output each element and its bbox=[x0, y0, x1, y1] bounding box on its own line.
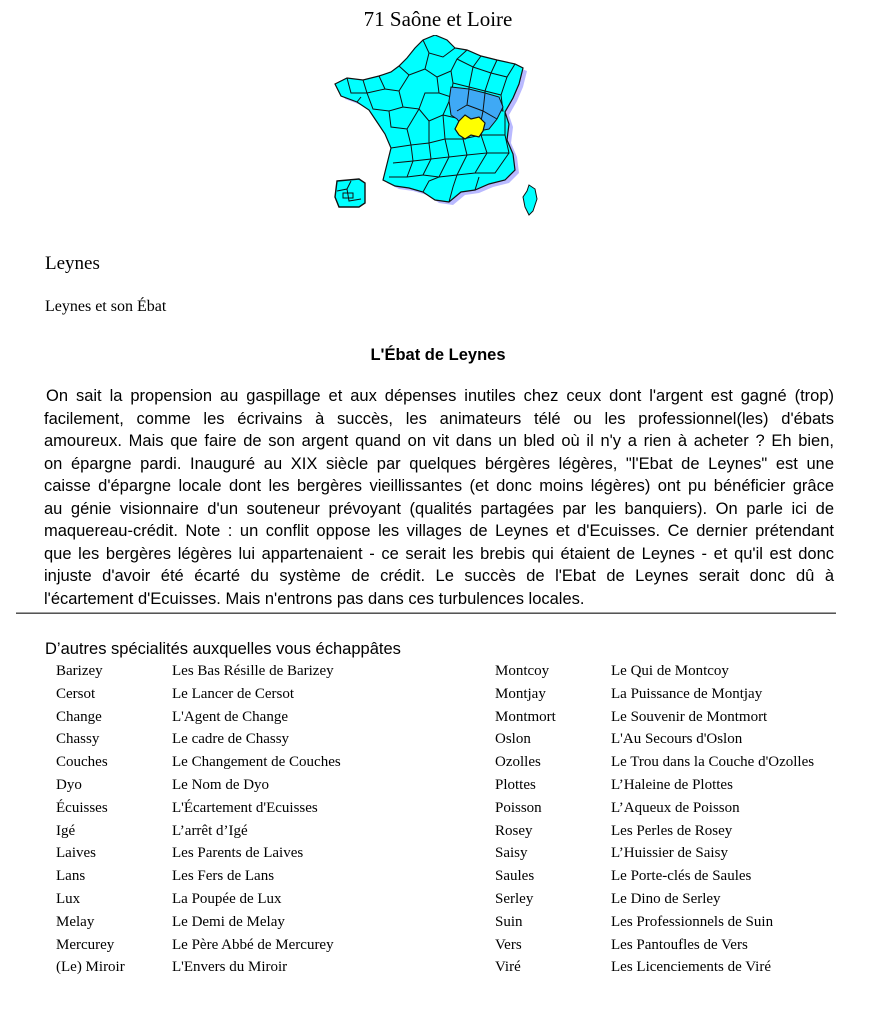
place-name: Plottes bbox=[495, 776, 536, 793]
place-name: Laives bbox=[56, 845, 96, 862]
specialty-name: Le Dino de Serley bbox=[611, 890, 721, 907]
specialty-name: Le Porte-clés de Saules bbox=[611, 868, 752, 885]
article-line: on épargne pardi. Inauguré au XIX siècle par quelques bérgères légères, "l'Ebat de Leynes" est une bbox=[44, 454, 834, 473]
specialty-name: L’Haleine de Plottes bbox=[611, 776, 733, 793]
specialties-heading: D’autres spécialités auxquelles vous échappâtes bbox=[45, 640, 401, 658]
article-line: injuste d'avoir été écarté du système de crédit. Le succès de l'Ebat de Leynes serait donc dû à bbox=[44, 567, 834, 585]
article-line: facilement, comme les écrivains à succès, les animateurs télé ou les professionnel(les) d'ébats bbox=[44, 409, 834, 428]
place-name: Ozolles bbox=[495, 754, 541, 771]
specialty-name: Les Bas Résille de Barizey bbox=[172, 663, 334, 679]
place-name: Barizey bbox=[56, 663, 103, 679]
article-title: L'Ébat de Leynes bbox=[370, 346, 506, 364]
place-name: Vers bbox=[495, 936, 522, 953]
article-line: l'écartement d'Ecuisses. Mais n'entrons pas dans ces turbulences locales. bbox=[44, 589, 585, 608]
article-line: On sait la propension au gaspillage et aux dépenses inutiles chez ceux dont l'argent est gagné (trop) bbox=[46, 387, 834, 405]
place-name: Suin bbox=[495, 913, 523, 930]
horizontal-divider bbox=[16, 612, 836, 614]
town-name: Leynes bbox=[45, 253, 100, 274]
specialty-name: Les Fers de Lans bbox=[172, 868, 275, 885]
place-name: Igé bbox=[56, 822, 76, 839]
specialty-name: L’Aqueux de Poisson bbox=[611, 799, 740, 816]
article-body bbox=[44, 385, 834, 610]
article-line: que les bergères légères lui appartenaient - ce serait les brebis qui étaient de Leynes - et qu'il est donc bbox=[44, 544, 834, 563]
inset-territories bbox=[335, 179, 365, 207]
specialty-name: Le cadre de Chassy bbox=[172, 731, 290, 748]
specialty-name: Le Demi de Melay bbox=[172, 913, 285, 930]
france-map-image bbox=[333, 35, 545, 220]
place-name: Dyo bbox=[56, 776, 82, 793]
specialty-name: La Puissance de Montjay bbox=[611, 685, 763, 702]
article-line: maquereau-crédit. Note : un conflit oppose les villages de Leynes et d'Ecuisses. Ce dernier prétendant bbox=[44, 522, 834, 540]
specialty-name: L'Agent de Change bbox=[172, 708, 289, 725]
article-line: amoureux. Mais que faire de son argent quand on vit dans un bled où il n'y a rien à acheter ? Eh bien, bbox=[44, 432, 834, 450]
article-line: caisse d'épargne locale dont les bergères vieillissantes (et donc moins légères) ont pu bénéficier grâce bbox=[44, 477, 834, 495]
article-line: au génie visionnaire d'un souteneur prévoyant (qualités partagées par les banquiers). On parle ici de bbox=[44, 499, 834, 518]
specialty-name: Les Professionnels de Suin bbox=[611, 913, 774, 930]
specialty-name: La Poupée de Lux bbox=[172, 890, 282, 907]
specialty-name: Le Souvenir de Montmort bbox=[611, 708, 768, 725]
specialty-name: L'Écartement d'Ecuisses bbox=[172, 799, 318, 816]
place-name: Montcoy bbox=[495, 663, 550, 679]
place-name: (Le) Miroir bbox=[56, 959, 125, 976]
place-name: Rosey bbox=[495, 822, 533, 839]
specialty-name: Le Nom de Dyo bbox=[172, 776, 270, 793]
place-name: Couches bbox=[56, 754, 108, 771]
specialty-name: Les Perles de Rosey bbox=[611, 822, 733, 839]
place-name: Lux bbox=[56, 890, 81, 907]
place-name: Oslon bbox=[495, 731, 531, 748]
place-name: Melay bbox=[56, 913, 95, 930]
specialty-name: Le Qui de Montcoy bbox=[611, 663, 729, 679]
specialty-name: L'Envers du Miroir bbox=[172, 959, 288, 976]
place-name: Montmort bbox=[495, 708, 556, 725]
specialty-name: Le Lancer de Cersot bbox=[172, 685, 295, 702]
specialty-name: Le Changement de Couches bbox=[172, 754, 341, 771]
specialty-name: Le Père Abbé de Mercurey bbox=[172, 936, 334, 953]
place-name: Saisy bbox=[495, 845, 528, 862]
place-name: Chassy bbox=[56, 731, 100, 748]
place-name: Lans bbox=[56, 868, 86, 885]
place-name: Saules bbox=[495, 868, 535, 885]
specialty-name: L’Huissier de Saisy bbox=[611, 845, 728, 862]
specialty-name: Les Parents de Laives bbox=[172, 845, 304, 862]
place-name: Montjay bbox=[495, 685, 546, 702]
town-subtitle: Leynes et son Ébat bbox=[45, 298, 167, 315]
specialty-name: Les Licenciements de Viré bbox=[611, 959, 772, 976]
specialty-name: L’arrêt d’Igé bbox=[172, 822, 248, 839]
place-name: Serley bbox=[495, 890, 534, 907]
place-name: Mercurey bbox=[56, 936, 115, 953]
place-name: Change bbox=[56, 708, 102, 725]
specialty-name: Le Trou dans la Couche d'Ozolles bbox=[611, 754, 815, 771]
place-name: Écuisses bbox=[56, 799, 108, 816]
specialty-name: Les Pantoufles de Vers bbox=[611, 936, 748, 953]
specialty-name: L'Au Secours d'Oslon bbox=[611, 731, 743, 748]
corsica bbox=[523, 185, 537, 215]
place-name: Cersot bbox=[56, 685, 96, 702]
place-name: Poisson bbox=[495, 799, 542, 816]
department-title: 71 Saône et Loire bbox=[363, 7, 513, 31]
place-name: Viré bbox=[495, 959, 521, 976]
